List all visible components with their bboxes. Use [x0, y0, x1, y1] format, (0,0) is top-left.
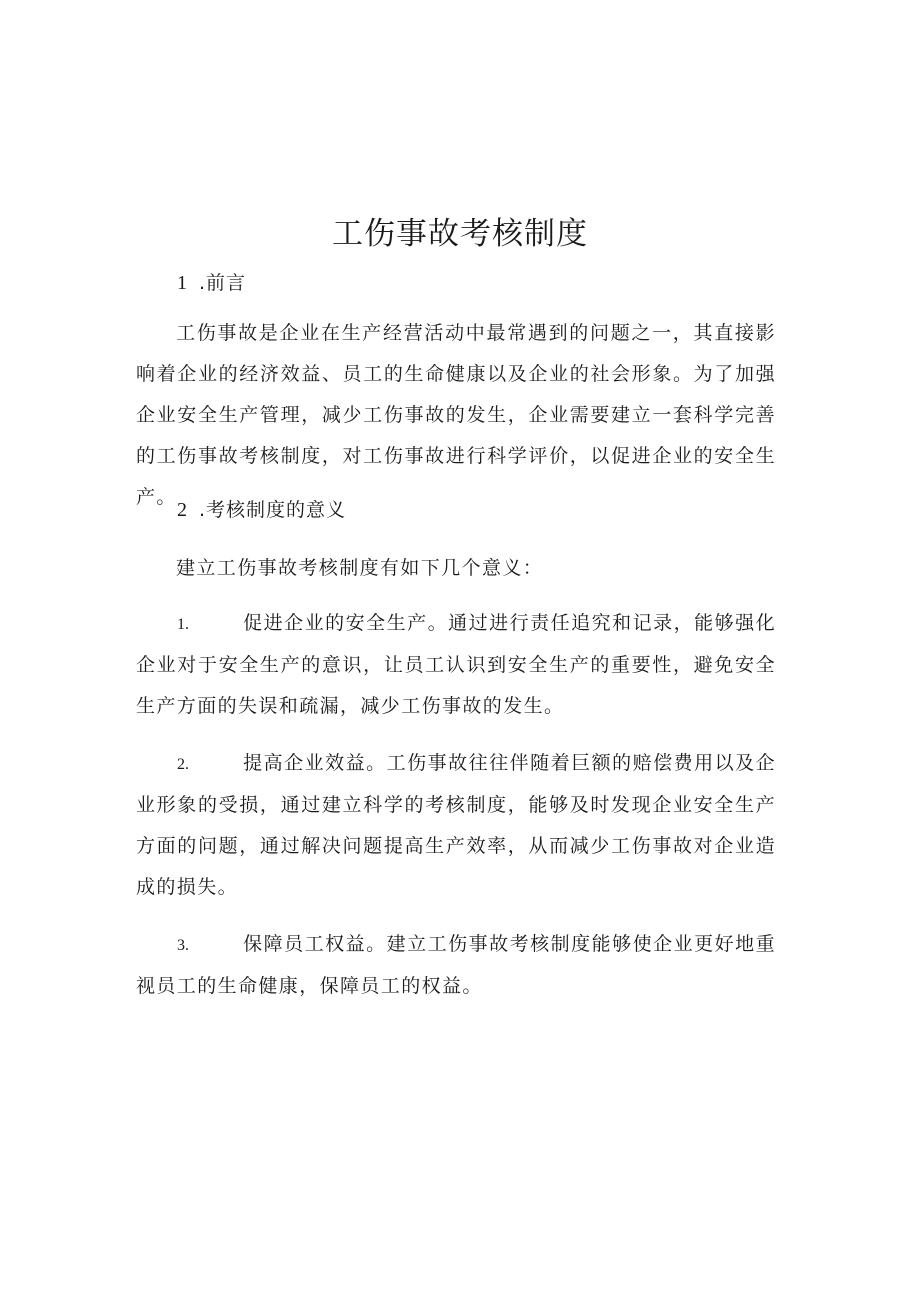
- section-number: 1: [177, 272, 188, 294]
- section-heading-significance: [177, 495, 346, 525]
- preface-paragraph: 工伤事故是企业在生产经营活动中最常遇到的问题之一，其直接影响着企业的经济效益、员工的生命健康以及企业的社会形象。为了加强企业安全生产管理，减少工伤事故的发生，企业需要建立一套科学完善的工伤事故考核制度，对工伤事故进行科学评价，以促进企业的安全生产。: [136, 322, 776, 508]
- list-item-text: 促进企业的安全生产。通过进行责任追究和记录，能够强化企业对于安全生产的意识，让员工认识到安全生产的重要性，避免安全生产方面的失误和疏漏，减少工伤事故的发生。: [136, 612, 776, 717]
- list-item: [136, 924, 776, 1007]
- list-item-text: 保障员工权益。建立工伤事故考核制度能够使企业更好地重视员工的生命健康，保障员工的权益。: [136, 933, 776, 997]
- section-heading-text: .前言: [199, 272, 247, 294]
- list-item: [136, 743, 776, 908]
- section-heading-text: .考核制度的意义: [199, 499, 347, 521]
- section-number: 2: [177, 499, 188, 521]
- list-item-number: 3.: [177, 937, 189, 954]
- list-item-text: 提高企业效益。工伤事故往往伴随着巨额的赔偿费用以及企业形象的受损，通过建立科学的考核制度，能够及时发现企业安全生产方面的问题，通过解决问题提高生产效率，从而减少工伤事故对企业造成的损失。: [136, 752, 776, 898]
- section-heading-preface: [177, 268, 246, 298]
- list-item: [136, 603, 776, 727]
- significance-intro: 建立工伤事故考核制度有如下几个意义：: [176, 557, 544, 579]
- list-item-number: 1.: [177, 616, 189, 633]
- document-title: 工伤事故考核制度: [332, 216, 588, 252]
- list-item-number: 2.: [177, 756, 189, 773]
